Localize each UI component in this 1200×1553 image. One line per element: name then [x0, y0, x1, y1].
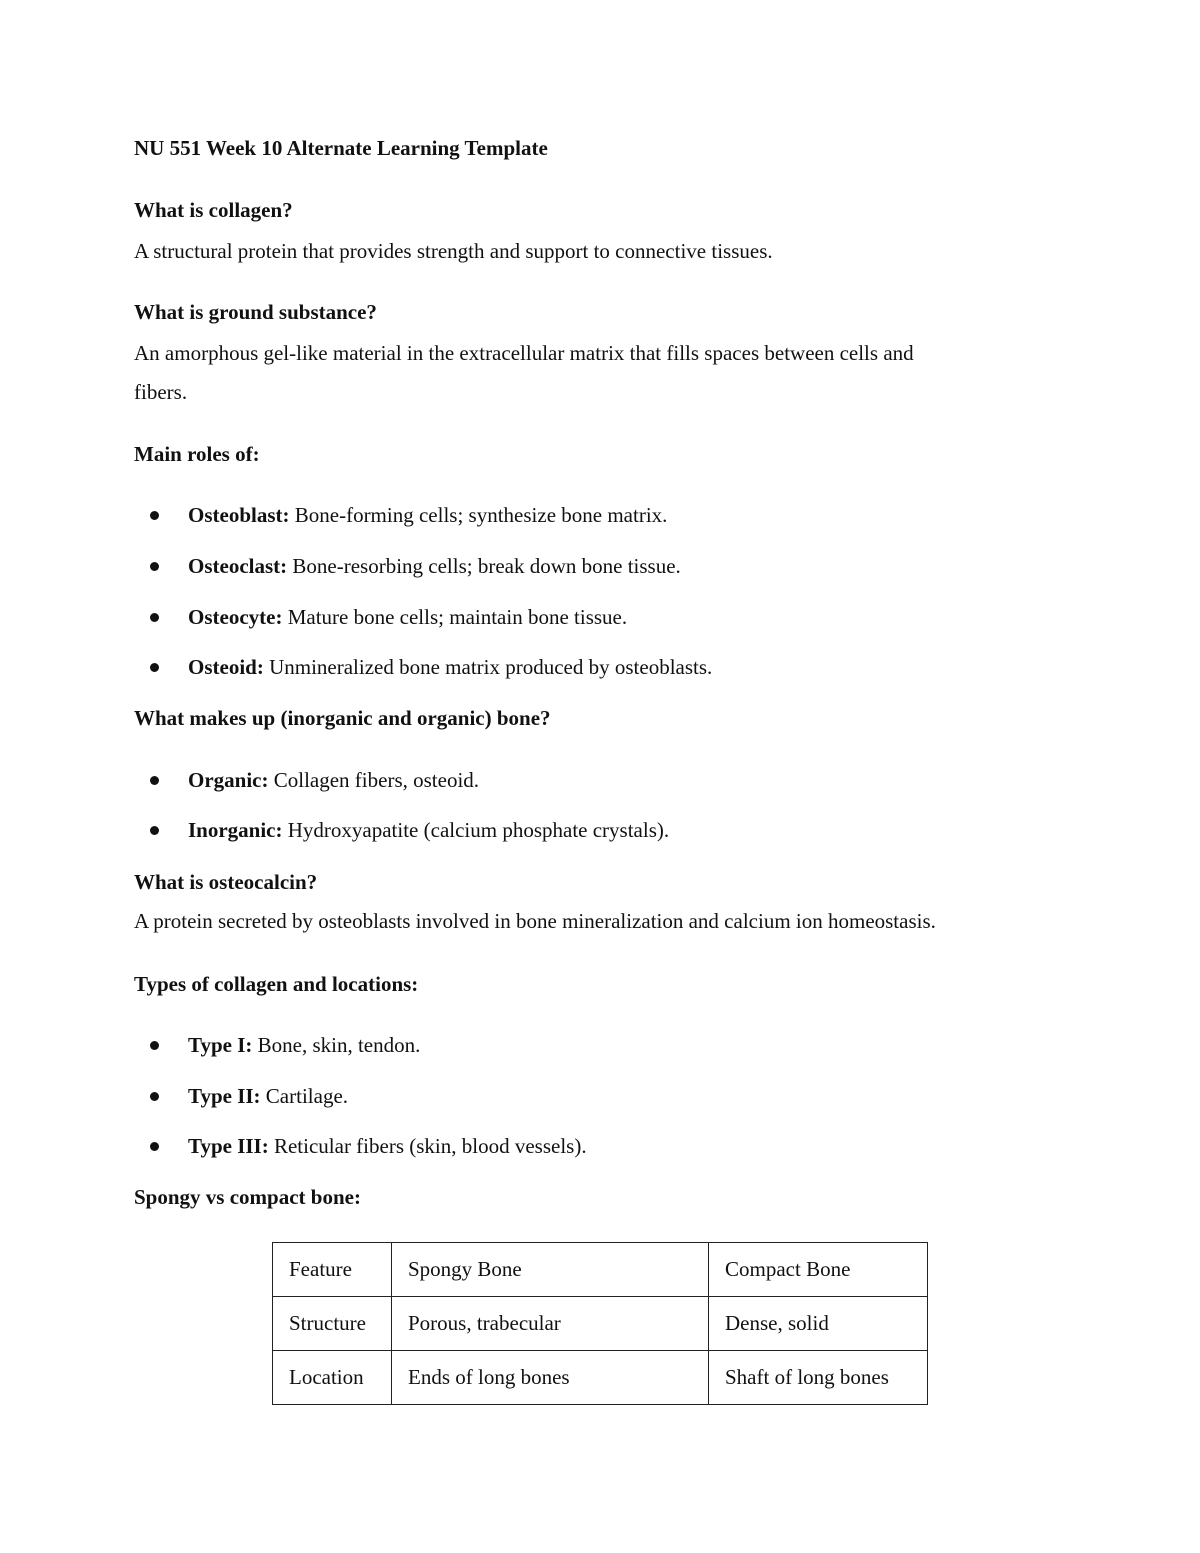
item-term: Type III:	[188, 1134, 269, 1158]
collagen-types-heading: Types of collagen and locations:	[134, 972, 419, 996]
item-description: Cartilage.	[260, 1084, 349, 1108]
bullet-dot-icon	[150, 776, 159, 785]
bullet-dot-icon	[150, 562, 159, 571]
osteocalcin-answer: A protein secreted by osteoblasts involved in bone mineralization and calcium ion homeostasis.	[134, 909, 936, 933]
item-description: Hydroxyapatite (calcium phosphate crystals).	[282, 818, 670, 842]
collagen-answer: A structural protein that provides strength and support to connective tissues.	[134, 239, 773, 263]
table-cell: Ends of long bones	[392, 1351, 709, 1405]
item-description: Unmineralized bone matrix produced by osteoblasts.	[263, 655, 713, 679]
document-title: NU 551 Week 10 Alternate Learning Template	[134, 136, 548, 160]
table-row	[273, 1297, 928, 1351]
bullet-dot-icon	[150, 1092, 159, 1101]
table-cell: Porous, trabecular	[392, 1297, 709, 1351]
item-description: Bone-forming cells; synthesize bone matrix.	[289, 503, 668, 527]
item-term: Osteoblast:	[188, 503, 290, 527]
ground-substance-question: What is ground substance?	[134, 300, 377, 324]
bullet-dot-icon	[150, 1041, 159, 1050]
item-description: Bone-resorbing cells; break down bone tissue.	[287, 554, 681, 578]
item-description: Bone, skin, tendon.	[252, 1033, 421, 1057]
item-term: Inorganic:	[188, 818, 283, 842]
bone-comparison-table	[272, 1242, 928, 1405]
item-term: Osteoclast:	[188, 554, 288, 578]
table-header-cell: Spongy Bone	[392, 1243, 709, 1297]
collagen-question: What is collagen?	[134, 198, 293, 222]
item-term: Type II:	[188, 1084, 261, 1108]
bullet-dot-icon	[150, 663, 159, 672]
bone-makeup-heading: What makes up (inorganic and organic) bone?	[134, 706, 551, 730]
main-roles-heading: Main roles of:	[134, 442, 260, 466]
table-cell: Location	[273, 1351, 392, 1405]
item-description: Mature bone cells; maintain bone tissue.	[282, 605, 628, 629]
bone-comparison-heading: Spongy vs compact bone:	[134, 1185, 361, 1209]
table-cell: Dense, solid	[709, 1297, 928, 1351]
ground-substance-answer-line1: An amorphous gel-like material in the extracellular matrix that fills spaces between cells and	[134, 341, 914, 365]
item-term: Type I:	[188, 1033, 253, 1057]
bullet-dot-icon	[150, 826, 159, 835]
bullet-dot-icon	[150, 511, 159, 520]
table-header-cell: Feature	[273, 1243, 392, 1297]
bullet-dot-icon	[150, 1142, 159, 1151]
item-description: Collagen fibers, osteoid.	[268, 768, 480, 792]
table-header-row	[273, 1243, 928, 1297]
table-cell: Shaft of long bones	[709, 1351, 928, 1405]
item-term: Organic:	[188, 768, 269, 792]
table-row	[273, 1351, 928, 1405]
ground-substance-answer-line2: fibers.	[134, 380, 188, 404]
bullet-dot-icon	[150, 613, 159, 622]
table-cell: Structure	[273, 1297, 392, 1351]
table-header-cell: Compact Bone	[709, 1243, 928, 1297]
item-description: Reticular fibers (skin, blood vessels).	[268, 1134, 587, 1158]
item-term: Osteoid:	[188, 655, 264, 679]
item-term: Osteocyte:	[188, 605, 283, 629]
osteocalcin-question: What is osteocalcin?	[134, 870, 318, 894]
